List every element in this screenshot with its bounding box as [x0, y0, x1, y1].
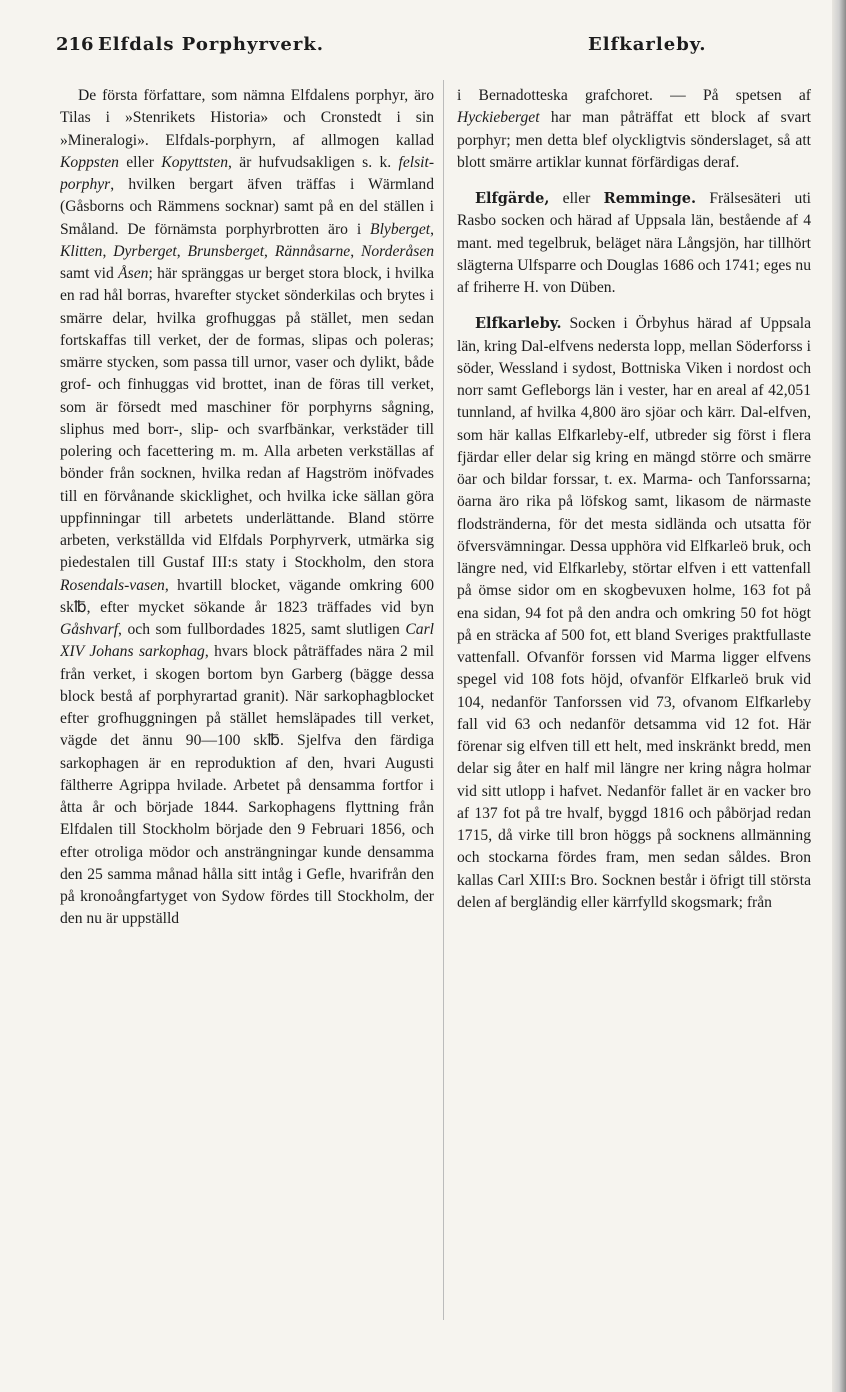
paragraph-continuation: i Bernadotteska grafchoret. — På spetsen af Hyckieberget har man påträffat ett block af svart porphyr; men detta blef olyckligtvis sönderslaget, så att blott smärre artiklar kunnat förfärdigas deraf.: [457, 87, 811, 171]
left-column: [60, 85, 434, 1365]
paragraph-elfgarde: Elfgärde, eller Remminge. Frälsesäteri uti Rasbo socken och härad af Uppsala län, bestående af 4 mant. med tegelbruk, beläget nära Långsjön, har tillhört slägterna Ulfsparre och Douglas 1686 och 1741; eges nu af friherre H. von Düben.: [457, 190, 811, 296]
left-running-title: Elfdals Porphyrverk.: [98, 34, 325, 55]
right-column: [457, 85, 811, 1365]
paragraph-porphyr: De första författare, som nämna Elfdalens porphyr, äro Tilas i »Stenrikets Historia» och Cronstedt i sin »Mineralogi». Elfdals-porphyrn, af allmogen kallad Koppsten eller Kopyttsten, är hufvudsakligen s. k. felsit-porphyr, hvilken bergart äfven träffas i Wärmland (Gåsborns och Rämmens socknar) samt på en del ställen i Småland. De förnämsta porphyrbrotten äro i Blyberget, Klitten, Dyrberget, Brunsberget, Rännåsarne, Norderåsen samt vid Åsen; här spränggas ur berget stora block, i hvilka en rad hål borras, hvarefter stycket sönderkilas och brytes i smärre delar, hvilka grofhuggas på stället, men sedan fortskaffas till verket, der de formas, slipas och poleras; smärre stycken, som passa till urnor, vaser och dylikt, både grof- och finhuggas vid brottet, inan de föras till verket, som är försedt med maschiner för porphyrns sågning, sliphus med borr-, slip- och svarfbänkar, verkstäder till polering och facettering m. m. Alla arbeten verkställas af bönder från socknen, hvilka redan af Hagström inöfvades till en förvånande skicklighet, och hvilka icke sällan göra uppfinningar till arbetets underlättande. Bland större arbeten, verkställda vid Elfdals Porphyrverk, utmärka sig piedestalen till Gustaf III:s staty i Stockholm, den stora Rosendals-vasen, hvartill blocket, vägande omkring 600 sk℔, efter mycket sökande år 1823 träffades vid byn Gåshvarf, och som fullbordades 1825, samt slutligen Carl XIV Johans sarkophag, hvars block påträffades nära 2 mil från verket, i skogen bortom byn Garberg (bägge dessa block bestå af porphyrartad granit). När sarkophagblocket efter grofhuggningen på stället hemsläpades till verket, vägde det ännu 90—100 sk℔. Sjelfva den färdiga sarkophagen är en reproduktion af den, hvari Augusti fältherre Agrippa hvilade. Arbetet på densamma fortfor i åtta år och började 1844. Sarkophagens flyttning från Elfdalen till Stockholm började den 9 Februari 1856, och efter otroliga mödor och ansträngningar kunde densamma den 25 samma månad hålla sitt intåg i Gefle, hvarifrån den på kronoångfartyget von Sydow fördes till Stockholm, der den nu är uppställd: [60, 87, 434, 928]
right-running-title: Elfkarleby.: [588, 34, 707, 55]
paragraph-elfkarleby: Elfkarleby. Socken i Örbyhus härad af Uppsala län, kring Dal-elfvens nedersta lopp, mellan Söderforss i söder, Wessland i sydost, Bottniska Viken i nordost och norr samt Gefleborgs län i vester, har en areal af 42,051 tunnland, af hvilka 4,800 äro sjöar och kärr. Dal-elfven, som här kallas Elfkarleby-elf, utbreder sig först i flera fjärdar eller delar sig kring en mängd större och smärre öar och bildar forssar, t. ex. Marma- och Tanforssarna; öarna äro rika på löfskog samt, likasom de närmaste flodstränderna, för det mesta sidländа och utsatta för öfversvämningar. Dessa upphöra vid Elfkarleö bruk, och längre ned, vid Elfkarleby, störtar elfven i ett vattenfall på ömse sidor om en skogbevuxen holme, 163 fot på ena sidan, 94 fot på den andra och omkring 50 fot högt på en sträcka af 500 fot, ett bland Sveriges praktfullaste vattenfall. Ofvanför forssen vid Marma ligger elfvens spegel vid 108 fots höjd, ofvanför Elfkarleö bruk vid 104, nedanför Tanforssen vid 73, ofvanom Elfkarleby fall vid 63 och nedanför detsamma vid 12 fot. Här förenar sig elfven till ett helt, med inskränkt bredd, men delar sig åter en half mil längre ner kring några holmar vid sitt utlopp i hafvet. Nedanför fallet är en vacker bro af 137 fot på tre hvalf, byggd 1816 och påbörjad redan 1715, då virke till bron höggs på socknens allmänning och stockarna fördes fram, men sedan såldes. Bron kallas Carl XIII:s Bro. Socknen består i öfrigt till största delen af bergländig eller kärrfylld skogsmark; från: [457, 315, 811, 911]
column-divider: [443, 80, 444, 1320]
page-number: 216: [56, 34, 94, 55]
running-header: [56, 34, 816, 64]
page-edge-shadow: [832, 0, 846, 1392]
